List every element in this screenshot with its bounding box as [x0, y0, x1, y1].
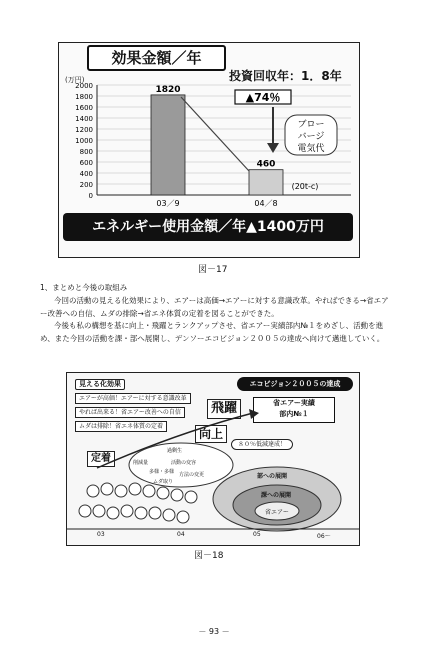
ecovision-badge: エコビジョン２００５の達成: [237, 377, 353, 391]
rank-box: 省エアー実績 部内№１: [253, 397, 335, 423]
note-label: (20t-c): [291, 182, 319, 191]
x-tick-label: 03／9: [156, 199, 180, 208]
chart-title: 効果金額／年: [87, 45, 226, 71]
figure-18-caption: 図－18: [194, 551, 224, 561]
effect-item-1: エアーが高価！エアーに対する意識改革: [75, 393, 191, 404]
teichaku-label: 定着: [87, 451, 115, 467]
timeline-05: 05: [253, 531, 261, 538]
down-arrow-head: [267, 143, 279, 153]
section-label: 課への展開: [261, 492, 292, 499]
dept-label: 部への展開: [257, 473, 288, 480]
figure-18-diagram: [66, 372, 360, 546]
bar-chart-svg: [59, 43, 359, 215]
callout-line2: バージ: [297, 132, 325, 142]
hiyaku-label: 飛躍: [207, 399, 241, 419]
reduction-annotation: ▲74％: [245, 91, 281, 104]
worker-group: [79, 483, 197, 523]
y-tick-label: 200: [79, 181, 93, 189]
section-heading: 1、まとめと今後の取組み: [40, 283, 128, 292]
x-tick-label: 04／8: [254, 199, 278, 208]
y-tick-label: 2000: [75, 82, 93, 90]
paragraph-1: 今回の活動の見える化効果により、エアーは高価→エアーに対する意識改革。やればできる→省エアー改善への自信、ムダの排除→省エネ体質の定着を図ることができた。: [40, 296, 389, 318]
y-tick-label: 800: [79, 148, 93, 156]
cycle-item-1: 過剰生: [167, 448, 183, 454]
effect-item-3: ムダは排除！省エネ体質の定着: [75, 421, 167, 432]
page-number: － 93 －: [198, 627, 230, 636]
y-tick-label: 1000: [75, 137, 93, 145]
energy-banner: エネルギー使用金額／年▲1400万円: [63, 213, 353, 241]
effect-item-2: やれば出来る！省エアー改善への自信: [75, 407, 185, 418]
figure-17-chart: [58, 42, 360, 258]
roi-label: 投資回収年：1．8年: [229, 69, 342, 83]
diagram-svg: [67, 373, 359, 545]
bar-value-label: 460: [256, 159, 276, 170]
staircase-arrowhead: [249, 409, 259, 419]
cycle-item-2: 削減量: [133, 460, 149, 466]
target-label: ８０％低減達成！: [231, 439, 293, 450]
timeline-06: 06～: [317, 533, 331, 540]
bar-04／8: [249, 170, 283, 195]
koujou-label: 向上: [195, 425, 227, 443]
y-tick-label: 1200: [75, 126, 93, 134]
paragraph-2: 今後も私の構想を基に向上・飛躍とランクアップさせ、省エアー実績部内№１をめざし、活動を進め、また今回の活動を課・部へ展開し、デンソーエコビジョン２００５の達成へ向けて邁進していく。: [40, 321, 385, 343]
cycle-item-4: 多様・多様: [149, 469, 175, 475]
timeline-03: 03: [97, 531, 105, 538]
visible-effects-label: 見える化効果: [75, 379, 125, 390]
callout-line1: ブロー: [297, 120, 325, 130]
figure-17-caption: 図－17: [198, 265, 228, 275]
bar-03／9: [151, 95, 185, 195]
y-axis-unit: (万円): [65, 76, 85, 84]
bar-value-label: 1820: [155, 84, 181, 95]
air-label: 省エアー: [265, 509, 289, 516]
cycle-item-3: 活動の変容: [171, 460, 197, 466]
callout-line3: 電気代: [297, 144, 325, 154]
y-tick-label: 1400: [75, 115, 93, 123]
y-tick-label: 400: [79, 170, 93, 178]
y-tick-label: 600: [79, 159, 93, 167]
y-tick-label: 0: [88, 192, 93, 200]
y-tick-label: 1600: [75, 104, 93, 112]
trend-line: [181, 97, 249, 171]
cycle-item-6: ムダ取り: [153, 479, 174, 485]
y-tick-label: 1800: [75, 93, 93, 101]
cycle-item-5: 方法の変更: [179, 472, 205, 478]
timeline-04: 04: [177, 531, 185, 538]
